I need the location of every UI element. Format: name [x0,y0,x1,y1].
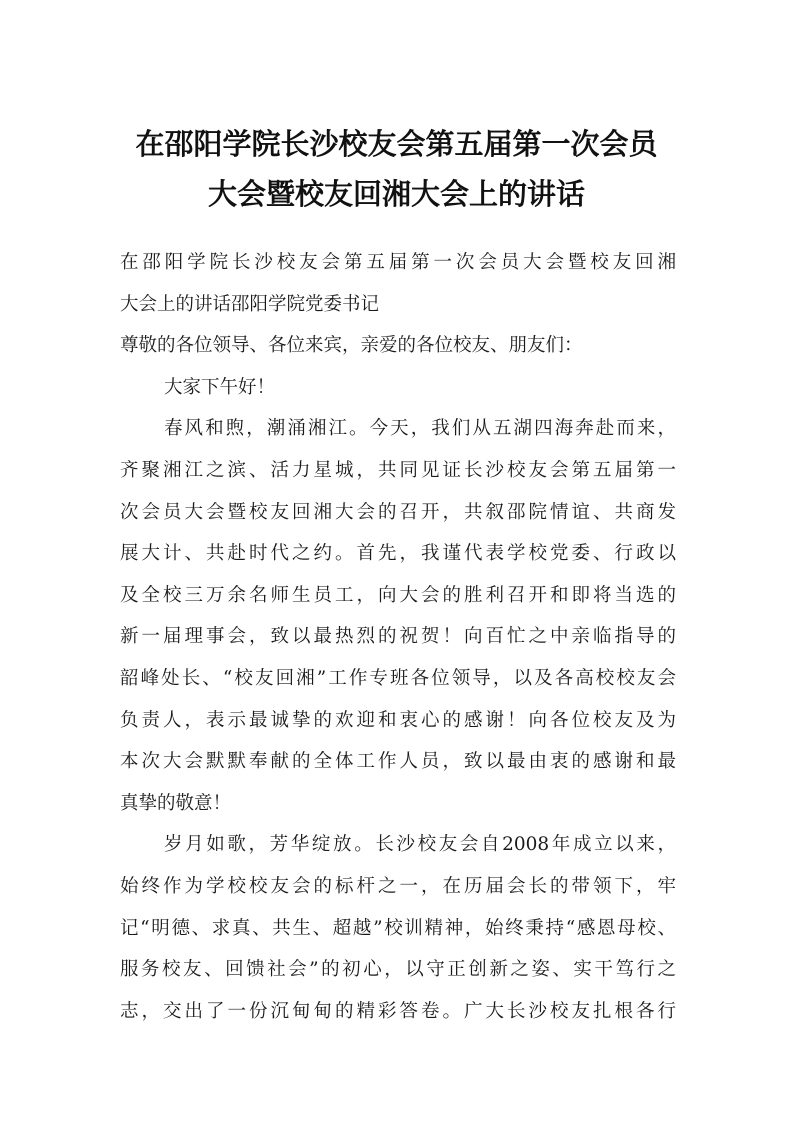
body-line: 齐聚湘江之滨、活力星城，共同见证长沙校友会第五届第一 [120,459,676,481]
document-body [120,242,676,1032]
body-line: 新一届理事会，致以最热烈的祝贺！向百忙之中亲临指导的 [120,626,676,648]
body-line: 春风和煦，潮涌湘江。今天，我们从五湖四海奔赴而来， [164,418,676,440]
body-line: 始终作为学校校友会的标杆之一，在历届会长的带领下，牢 [120,875,676,897]
body-line: 韶峰处长、“校友回湘”工作专班各位领导，以及各高校校友会 [120,667,676,689]
body-line: 本次大会默默奉献的全体工作人员，致以最由衷的感谢和最 [120,751,676,773]
body-line: 岁月如歌，芳华绽放。长沙校友会自2008年成立以来， [164,834,676,856]
document-title-line-2: 大会暨校友回湘大会上的讲话 [207,177,585,211]
body-line: 大会上的讲话邵阳学院党委书记 [120,293,380,315]
body-line: 负责人，表示最诚挚的欢迎和衷心的感谢！向各位校友及为 [120,709,676,731]
body-line: 记“明德、求真、共生、超越”校训精神，始终秉持“感恩母校、 [120,917,676,939]
body-line: 次会员大会暨校友回湘大会的召开，共叙邵院情谊、共商发 [120,501,676,523]
body-line: 及全校三万余名师生员工，向大会的胜利召开和即将当选的 [120,584,676,606]
salutation-line: 尊敬的各位领导、各位来宾，亲爱的各位校友、朋友们： [120,335,583,357]
document-title-line-1: 在邵阳学院长沙校友会第五届第一次会员 [135,127,658,161]
body-line: 在邵阳学院长沙校友会第五届第一次会员大会暨校友回湘 [120,252,676,273]
body-line: 真挚的敬意！ [120,792,232,814]
body-line: 展大计、共赴时代之约。首先，我谨代表学校党委、行政以 [120,543,676,565]
body-line: 服务校友、回馈社会”的初心，以守正创新之姿、实干笃行之 [120,959,676,981]
greeting-line: 大家下午好！ [164,376,276,398]
body-line: 志，交出了一份沉甸甸的精彩答卷。广大长沙校友扎根各行 [120,1000,676,1022]
